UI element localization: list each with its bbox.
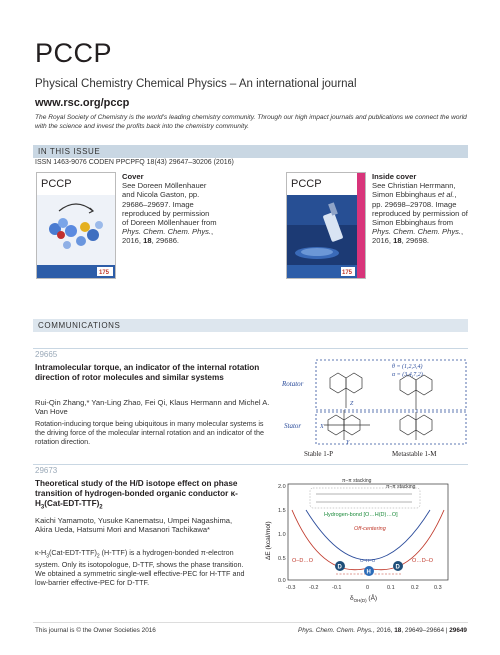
off-centering-label: Off-centering: [354, 526, 386, 532]
right-species-label: O…D–O: [412, 558, 434, 564]
x-tick-0-3: 0.3: [434, 585, 442, 591]
article-2-title-sub-1: 3: [40, 504, 45, 511]
cover-image-label: PCCP: [41, 178, 72, 190]
center-species-label: O–H–O: [360, 558, 376, 563]
x-tick-0-1: 0.1: [387, 585, 395, 591]
issn-line: ISSN 1463-9076 CODEN PPCPFQ 18(43) 29647–30206 (2016): [35, 159, 234, 166]
d-marker-left-text: D: [337, 564, 342, 571]
inside-cover-year-ref: , 2016,: [372, 227, 464, 246]
rotator-label: Rotator: [282, 380, 304, 388]
rsc-tagline: The Royal Society of Chemistry is the world’s leading chemistry community. Through our high impact journals and publications we connect the world with the science and invest the profits back into the chemistry community.: [35, 114, 467, 130]
inside-cover-text-2: , pp. 29698–29708. Image reproduced by permission of Simon Ebbinghaus from: [372, 190, 468, 228]
stacking-label-1: π–π stacking: [342, 478, 372, 484]
stable-caption: Stable 1-P: [304, 450, 333, 458]
h-marker-text: H: [366, 569, 371, 576]
footer-divider: [33, 622, 468, 623]
footer-pages: , 29649–29664 |: [401, 627, 450, 634]
inside-cover-page-ref: , 29698.: [401, 236, 430, 246]
article-1-page-number[interactable]: 29665: [35, 350, 58, 359]
cover-text: See Doreen Möllenhauer and Nicola Gaston, pp. 29686–29697. Image reproduced by permission of Doreen Möllenhauer from: [122, 181, 217, 228]
article-2-page-number[interactable]: 29673: [35, 466, 58, 475]
article-2-graphic[interactable]: [262, 470, 468, 610]
inside-cover-illustration: [287, 173, 365, 278]
inside-cover-text-1: See Christian Herrmann, Simon Ebbinghaus: [372, 181, 456, 200]
x-axis-label: $\delta_{OH(D)}$ (Å): [350, 595, 378, 603]
cover-description: [122, 172, 217, 246]
stacking-molecule-sketch: [310, 488, 420, 508]
article-2-authors: Kaichi Yamamoto, Yusuke Kanematsu, Umpei Nagashima, Akira Ueda, Hatsumi Mori and Masanori Tachikawa*: [35, 516, 233, 535]
footer-page-number: 29649: [449, 627, 467, 634]
footer-citation: [298, 627, 467, 634]
inside-cover-heading: Inside cover: [372, 172, 417, 181]
cover-year-ref: , 2016,: [122, 227, 214, 246]
d-marker-right-text: D: [395, 564, 400, 571]
inside-cover-description: [372, 172, 468, 246]
inside-cover-image[interactable]: [286, 172, 366, 279]
x-tick-0-2: 0.2: [411, 585, 419, 591]
article-1-title[interactable]: Intramolecular torque, an indicator of the internal rotation direction of rotor molecules and similar systems: [35, 363, 260, 382]
x-tick-m0-2: -0.2: [309, 585, 319, 591]
stacking-label-2: π–π stacking: [386, 484, 416, 490]
y-tick-0-5: 0.5: [278, 556, 286, 562]
article-2-title-sub-2: 2: [99, 504, 103, 511]
journal-subtitle: Physical Chemistry Chemical Physics – An international journal: [35, 78, 357, 90]
article-1-abstract: Rotation-inducing torque being ubiquitous in many molecular systems is the driving force of the molecular internal rotation and an indicator of the rotation direction.: [35, 419, 264, 446]
inside-cover-journal-ref: Phys. Chem. Chem. Phys.: [372, 227, 462, 237]
rotor-molecule-diagram: [280, 358, 468, 460]
cover-image[interactable]: [36, 172, 116, 279]
cover-illustration: [37, 173, 115, 278]
x-tick-m0-3: -0.3: [286, 585, 296, 591]
cover-journal-ref: Phys. Chem. Chem. Phys.: [122, 227, 212, 237]
cover-volume-ref: 18: [143, 236, 152, 246]
article-2-title-part-1: Theoretical study of the H/D isotope effect on phase transition of hydrogen-bonded organic conductor κ-H: [35, 479, 238, 508]
axis-z-label: Z: [350, 401, 354, 407]
stator-label: Stator: [284, 422, 302, 430]
article-2-abstract-part-3: (H-TTF) is a hydrogen-bonded π-electron system. Only its isotopologue, D-TTF, shows the phase transition. We obtained a symmetric single-well effective-PEC for H-TTF and low-barrier effective-PEC for D-TTF.: [35, 548, 245, 587]
article-1-graphic[interactable]: [280, 358, 468, 460]
article-2-divider: [33, 464, 468, 465]
axis-y-label: Y: [346, 440, 350, 446]
y-tick-0-0: 0.0: [278, 578, 286, 584]
y-tick-1-5: 1.5: [278, 508, 286, 514]
communications-heading: COMMUNICATIONS: [33, 319, 468, 332]
footer-volume: 18: [394, 627, 402, 634]
hydrogen-bond-label: Hydrogen-bond [O…H(D)…O]: [324, 512, 398, 518]
article-2-abstract-sub-2: 2: [96, 553, 100, 560]
journal-title: PCCP: [35, 38, 113, 68]
theta-label: θ = (1,2,3,4): [392, 364, 423, 370]
footer-year: , 2016,: [372, 627, 395, 634]
metastable-molecule: [400, 375, 432, 440]
inside-cover-volume-ref: 18: [393, 236, 402, 246]
article-2-abstract: [35, 549, 245, 588]
in-this-issue-heading: IN THIS ISSUE: [33, 145, 468, 158]
cover-badge: 175: [99, 270, 110, 276]
journal-url[interactable]: www.rsc.org/pccp: [35, 97, 130, 109]
alpha-label: α = (3,4,7,2): [392, 372, 423, 378]
y-axis-label: ΔE (kcal/mol): [265, 521, 272, 560]
left-species-label: O–D…O: [292, 558, 314, 564]
footer-journal-ref: Phys. Chem. Chem. Phys.: [297, 627, 373, 634]
y-tick-1-0: 1.0: [278, 532, 286, 538]
inside-cover-badge: 175: [342, 270, 353, 276]
x-tick-0: 0: [366, 585, 370, 591]
article-1-divider: [33, 348, 468, 349]
x-tick-m0-1: -0.1: [332, 585, 342, 591]
article-2-abstract-part-2: (Cat-EDT-TTF): [48, 548, 97, 557]
axis-x-label: X: [320, 424, 324, 430]
metastable-caption: Metastable 1-M: [392, 450, 437, 458]
footer-copyright: This journal is © the Owner Societies 2016: [35, 627, 156, 634]
y-tick-2-0: 2.0: [278, 484, 286, 490]
article-2-title-part-2: (Cat-EDT-TTF): [44, 498, 100, 508]
article-2-title[interactable]: [35, 479, 240, 513]
stable-molecule: [324, 373, 370, 440]
inside-cover-image-label: PCCP: [291, 178, 322, 190]
article-2-abstract-part-1: κ-H: [35, 548, 47, 557]
cover-heading: Cover: [122, 172, 144, 181]
article-2-abstract-sub-1: 3: [46, 553, 49, 560]
potential-energy-curve-graphic: [262, 470, 468, 610]
article-1-authors: Rui-Qin Zhang,* Yan-Ling Zhao, Fei Qi, Klaus Hermann and Michel A. Van Hove: [35, 398, 270, 417]
cover-page-ref: , 29686.: [151, 236, 180, 246]
inside-cover-et-al: et al.: [437, 190, 455, 200]
